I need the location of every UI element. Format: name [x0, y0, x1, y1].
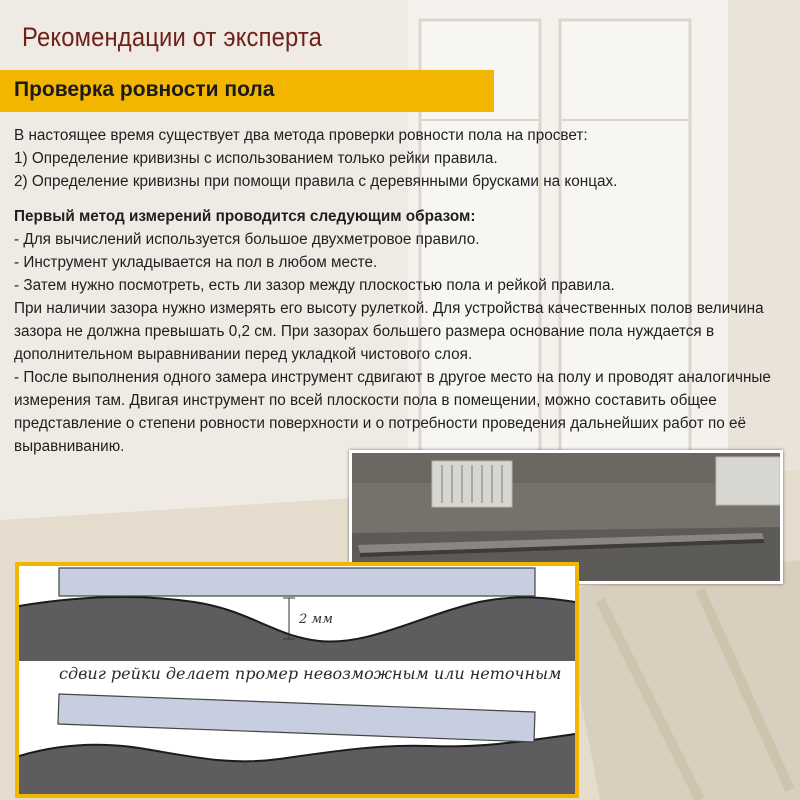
section-title: Проверка ровности пола: [14, 78, 275, 101]
measurement-diagram: [15, 562, 579, 798]
method-line: - Инструмент укладывается на пол в любом месте.: [14, 254, 378, 271]
article-text: [14, 124, 784, 458]
method-line: - Затем нужно посмотреть, есть ли зазор между плоскостью пола и рейкой правила.: [14, 277, 615, 294]
page-title: Рекомендации от эксперта: [22, 22, 323, 52]
diagram-caption: сдвиг рейки делает промер невозможным или неточным: [59, 664, 562, 683]
method-paragraph: - После выполнения одного замера инструмент сдвигают в другое место на полу и проводят аналогичные измерения там. Двигая инструмент по всей плоскости пола в помещении, можно составить общее представление о степени ровности поверхности и о потребности проведения дальнейших работ по её выравниванию.: [14, 369, 771, 455]
intro-line: 2) Определение кривизны при помощи правила с деревянными брусками на концах.: [14, 173, 618, 190]
intro-line: 1) Определение кривизны с использованием только рейки правила.: [14, 150, 498, 167]
method-line: - Для вычислений используется большое двухметровое правило.: [14, 231, 480, 248]
gap-label: 2 мм: [299, 612, 333, 627]
intro-line: В настоящее время существует два метода проверки ровности пола на просвет:: [14, 127, 588, 144]
method-paragraph: При наличии зазора нужно измерять его высоту рулеткой. Для устройства качественных полов величина зазора не должна превышать 0,2 см. При зазорах большего размера основание пола нуждается в дополнительном выравнивании перед укладкой чистового слоя.: [14, 300, 764, 363]
method-heading: Первый метод измерений проводится следующим образом:: [14, 208, 476, 225]
section-banner: [0, 70, 494, 112]
